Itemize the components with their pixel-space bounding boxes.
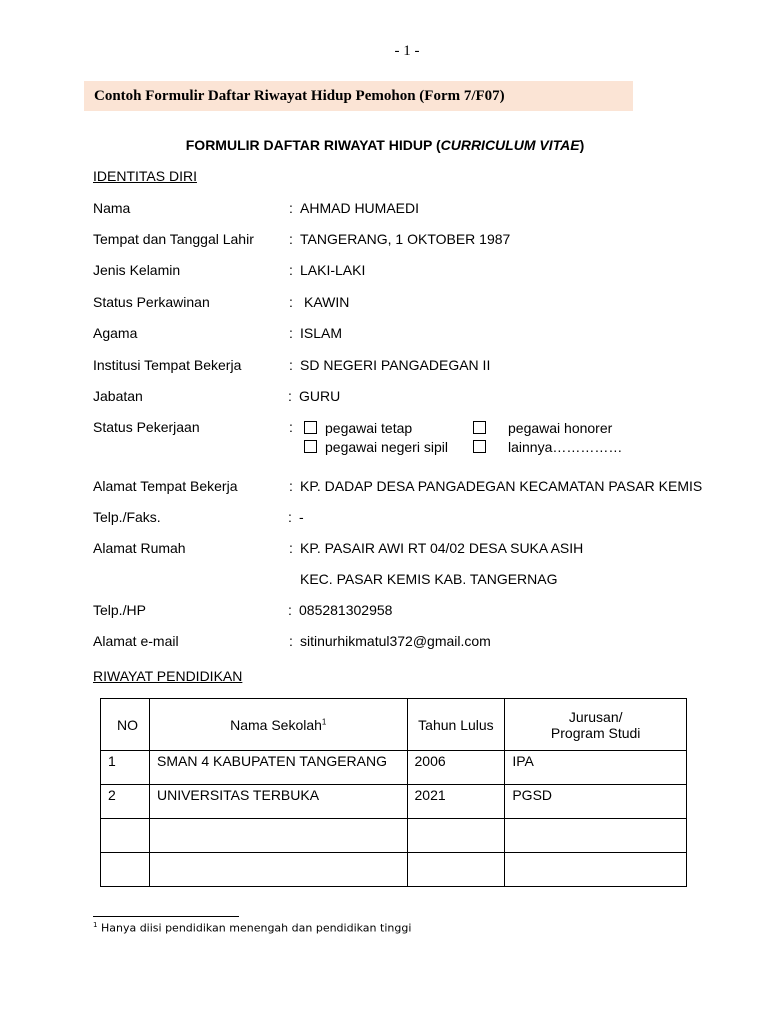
- document-title: [0, 137, 768, 153]
- checkbox-icon[interactable]: [304, 421, 317, 434]
- education-table: [100, 698, 687, 887]
- field-label: Status Pekerjaan: [93, 419, 200, 435]
- footnote-divider: [93, 916, 239, 917]
- field-value: AHMAD HUMAEDI: [300, 200, 420, 216]
- field-separator: :: [289, 325, 293, 341]
- footnote: [93, 921, 411, 935]
- option-label: lainnya……………: [508, 439, 623, 455]
- field-jabatan: [93, 388, 733, 408]
- field-separator: :: [288, 388, 292, 404]
- cell-tahun: 2006: [407, 751, 505, 785]
- field-telp-hp: [93, 602, 733, 622]
- field-separator: :: [289, 357, 293, 373]
- option-label: pegawai honorer: [508, 420, 613, 436]
- field-label: Alamat Tempat Bekerja: [93, 478, 238, 494]
- cell-no: 2: [101, 785, 150, 819]
- column-header-jurusan: [505, 699, 687, 751]
- footnote-marker: 1: [93, 921, 98, 929]
- form-code-banner: Contoh Formulir Daftar Riwayat Hidup Pemohon (Form 7/F07): [84, 81, 633, 111]
- column-header-label: Nama Sekolah: [230, 716, 322, 733]
- field-value-line1: KP. PASAIR AWI RT 04/02 DESA SUKA ASIH: [300, 540, 584, 556]
- field-label: Telp./HP: [93, 602, 146, 618]
- field-label: Telp./Faks.: [93, 509, 161, 525]
- field-separator: :: [289, 262, 293, 278]
- field-status-perkawinan: [93, 294, 733, 314]
- field-label: Tempat dan Tanggal Lahir: [93, 231, 254, 247]
- checkbox-icon[interactable]: [473, 440, 486, 453]
- field-value: GURU: [299, 388, 341, 404]
- footnote-ref: 1: [321, 716, 327, 726]
- option-pegawai-tetap[interactable]: [304, 420, 412, 436]
- field-label: Jenis Kelamin: [93, 262, 181, 278]
- cell-no: [101, 819, 150, 853]
- field-label: Jabatan: [93, 388, 143, 404]
- field-label: Nama: [93, 200, 131, 216]
- cell-sekolah: [149, 819, 407, 853]
- field-agama: [93, 325, 733, 345]
- field-nama: [93, 200, 733, 220]
- field-label: Alamat e-mail: [93, 633, 179, 649]
- field-alamat-kerja: [93, 478, 733, 498]
- field-label: Institusi Tempat Bekerja: [93, 357, 242, 373]
- field-separator: :: [289, 633, 293, 649]
- table-row: [101, 785, 687, 819]
- field-value: SD NEGERI PANGADEGAN II: [300, 357, 491, 373]
- checkbox-icon[interactable]: [473, 421, 486, 434]
- column-header-nama-sekolah: [149, 699, 407, 751]
- identity-heading: IDENTITAS DIRI: [93, 168, 197, 184]
- table-row: [101, 819, 687, 853]
- field-value: -: [299, 509, 304, 525]
- field-value: sitinurhikmatul372@gmail.com: [300, 633, 491, 649]
- cell-no: [101, 853, 150, 887]
- field-alamat-rumah: [93, 540, 733, 587]
- option-lainnya[interactable]: [473, 439, 622, 455]
- column-header-no: NO: [101, 699, 150, 751]
- field-value: KP. DADAP DESA PANGADEGAN KECAMATAN PASAR KEMIS: [300, 478, 703, 494]
- table-row: [101, 751, 687, 785]
- field-ttl: [93, 231, 733, 251]
- cell-jurusan: PGSD: [505, 785, 687, 819]
- cell-jurusan: [505, 853, 687, 887]
- footnote-text: Hanya diisi pendidikan menengah dan pendidikan tinggi: [97, 921, 412, 935]
- cell-sekolah: SMAN 4 KABUPATEN TANGERANG: [149, 751, 407, 785]
- field-label: Agama: [93, 325, 138, 341]
- field-jenis-kelamin: [93, 262, 733, 282]
- field-institusi: [93, 357, 733, 377]
- cell-tahun: 2021: [407, 785, 505, 819]
- option-label: pegawai negeri sipil: [325, 439, 448, 455]
- field-separator: :: [288, 602, 292, 618]
- page-number: - 1 -: [394, 43, 420, 59]
- option-pegawai-negeri-sipil[interactable]: [304, 439, 448, 455]
- cell-tahun: [407, 853, 505, 887]
- field-value: KAWIN: [304, 294, 350, 310]
- option-pegawai-honorer[interactable]: [473, 420, 612, 436]
- field-separator: :: [289, 540, 293, 556]
- cell-jurusan: [505, 819, 687, 853]
- column-header-line1: Jurusan/: [568, 708, 623, 725]
- cell-sekolah: [149, 853, 407, 887]
- field-separator: :: [289, 478, 293, 494]
- title-italic: CURRICULUM VITAE: [440, 137, 580, 153]
- education-heading: RIWAYAT PENDIDIKAN: [93, 668, 243, 684]
- field-label: Alamat Rumah: [93, 540, 186, 556]
- title-suffix: ): [579, 137, 585, 153]
- field-telp-faks: [93, 509, 733, 529]
- field-separator: :: [288, 509, 292, 525]
- cell-sekolah: UNIVERSITAS TERBUKA: [149, 785, 407, 819]
- field-separator: :: [289, 294, 293, 310]
- checkbox-icon[interactable]: [304, 440, 317, 453]
- cell-tahun: [407, 819, 505, 853]
- option-label: pegawai tetap: [325, 420, 413, 436]
- field-separator: :: [289, 200, 293, 216]
- column-header-line2: Program Studi: [550, 724, 641, 741]
- table-header-row: [101, 699, 687, 751]
- column-header-tahun-lulus: Tahun Lulus: [407, 699, 505, 751]
- cell-no: 1: [101, 751, 150, 785]
- field-status-pekerjaan: [93, 419, 733, 459]
- cell-jurusan: IPA: [505, 751, 687, 785]
- field-value: ISLAM: [300, 325, 343, 341]
- table-row: [101, 853, 687, 887]
- field-value: TANGERANG, 1 OKTOBER 1987: [300, 231, 511, 247]
- title-prefix: FORMULIR DAFTAR RIWAYAT HIDUP (: [185, 137, 441, 153]
- field-email: [93, 633, 733, 653]
- field-value-line2: KEC. PASAR KEMIS KAB. TANGERNAG: [300, 571, 558, 587]
- field-separator: :: [289, 231, 293, 247]
- field-separator: :: [289, 419, 293, 435]
- field-value: LAKI-LAKI: [300, 262, 366, 278]
- field-value: 085281302958: [299, 602, 393, 618]
- field-label: Status Perkawinan: [93, 294, 210, 310]
